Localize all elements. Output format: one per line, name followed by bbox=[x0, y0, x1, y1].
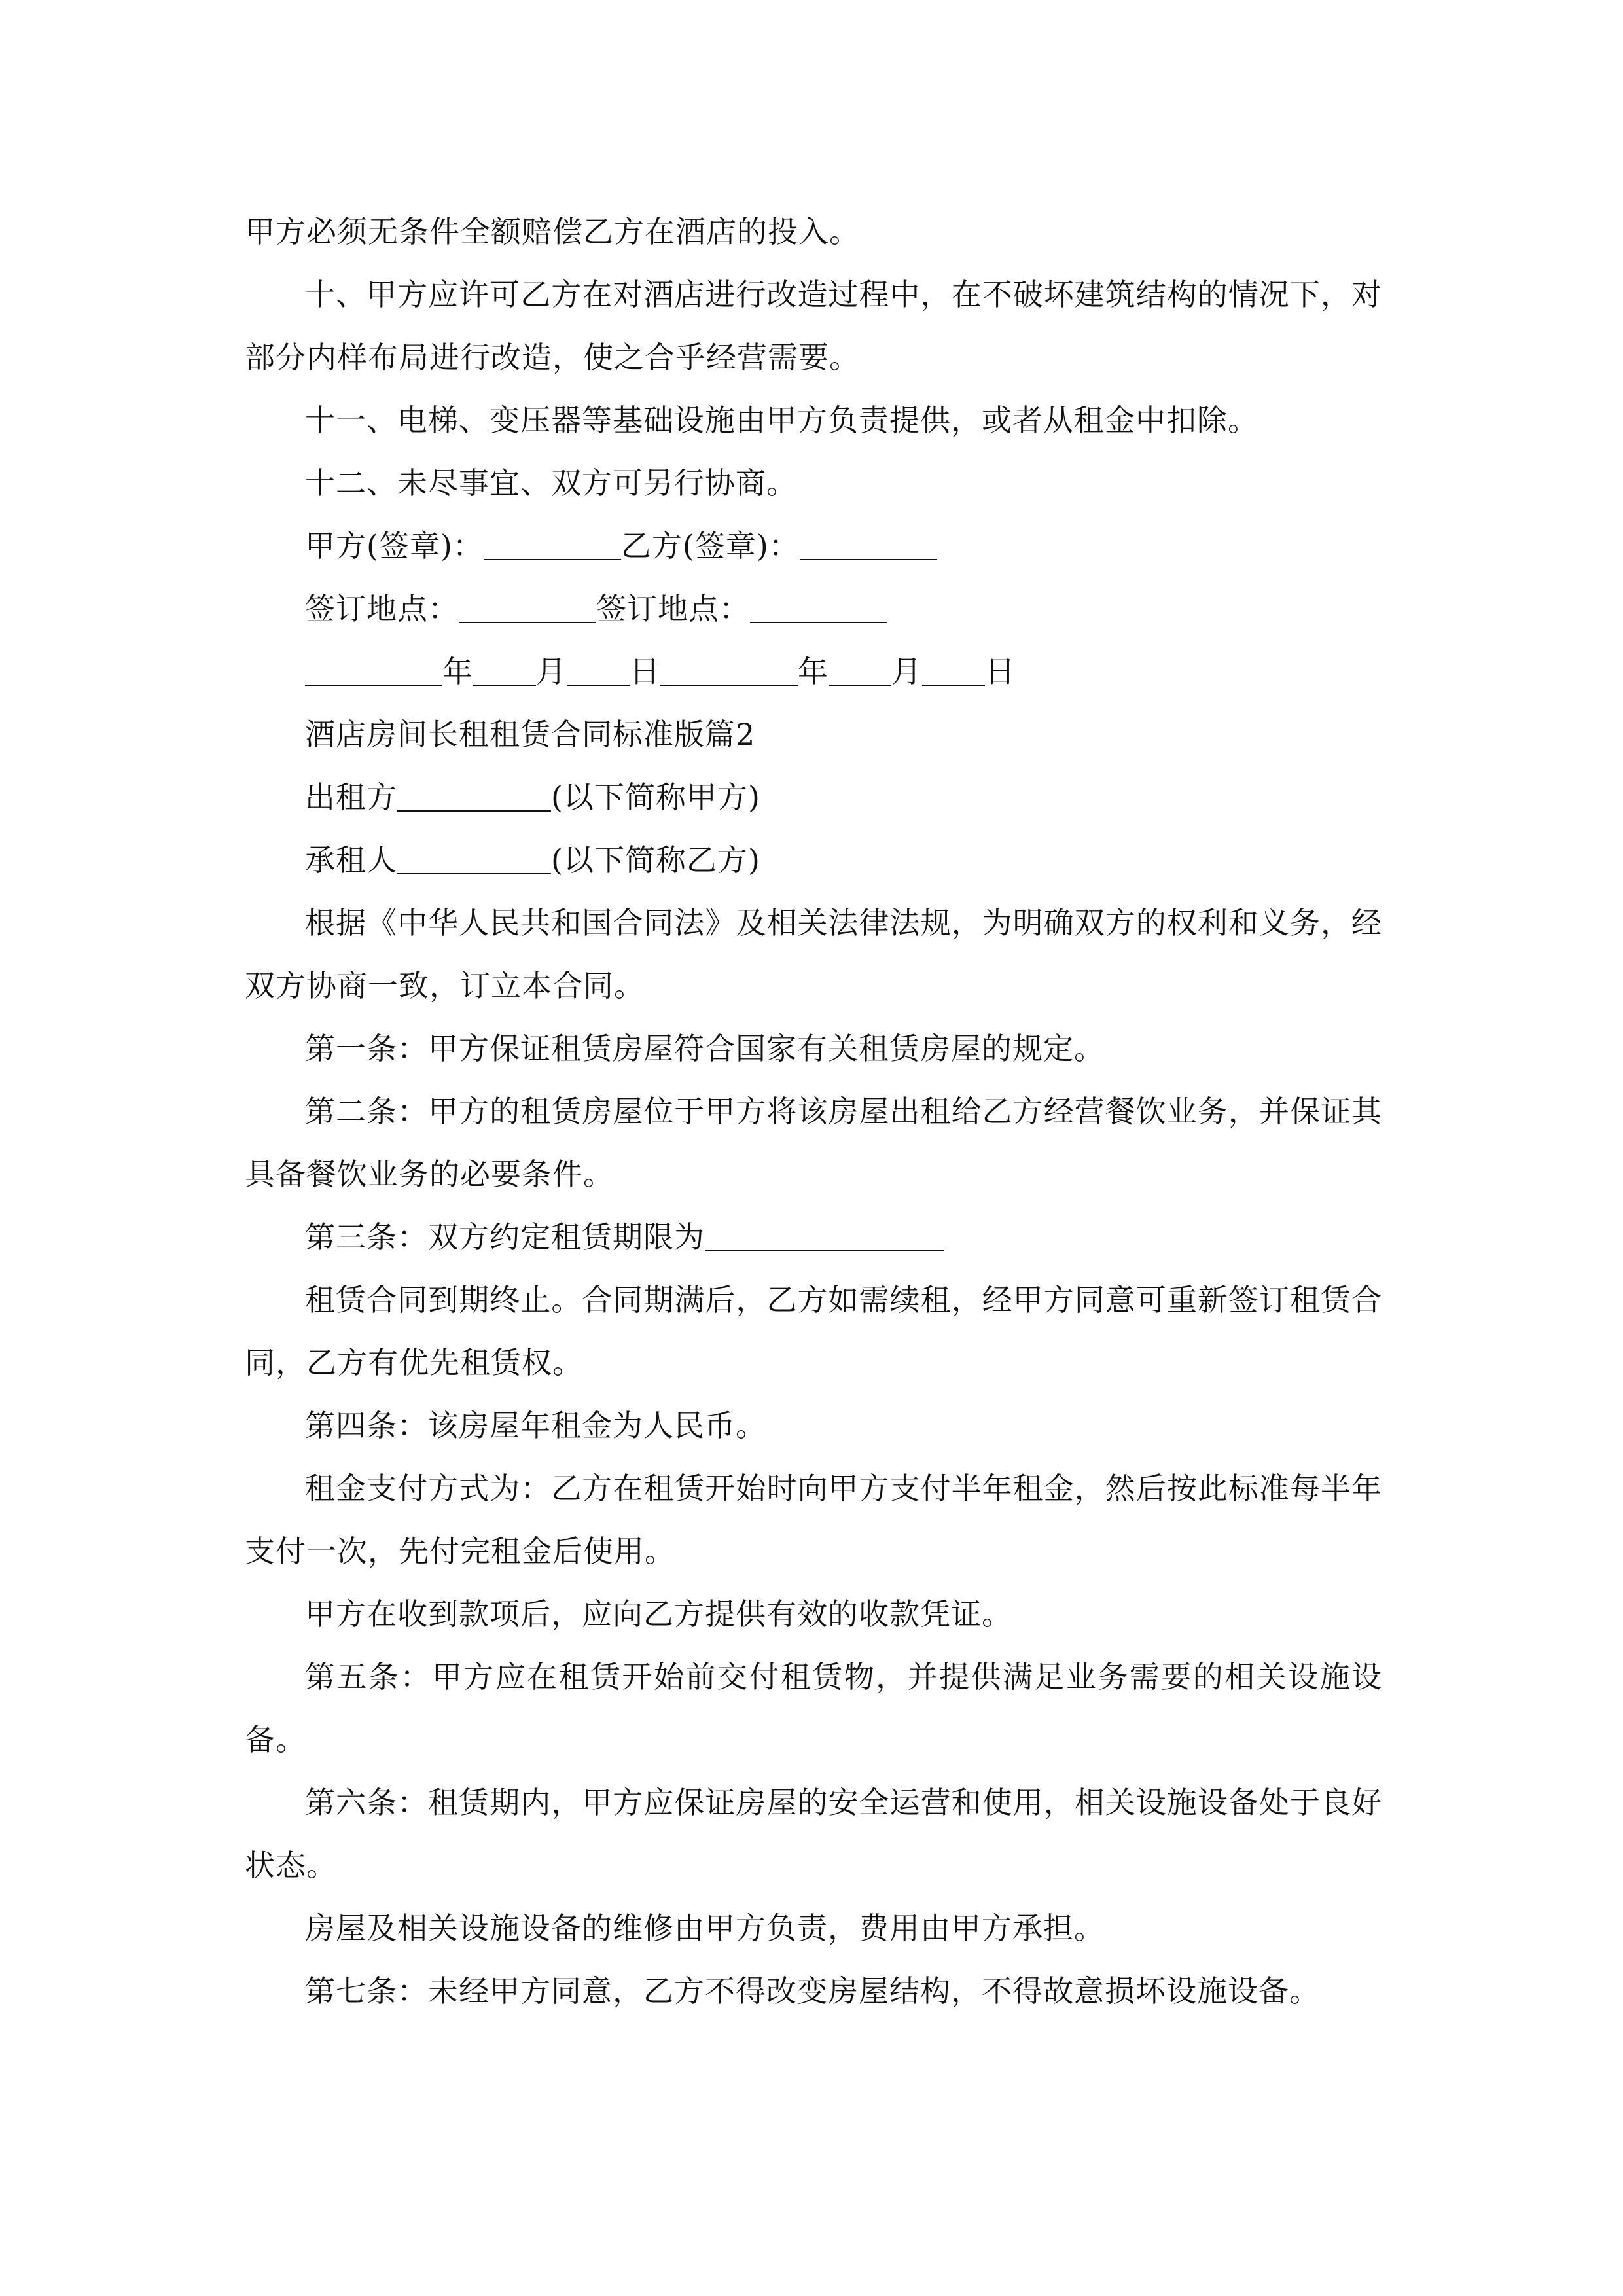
paragraph-article-3 bbox=[245, 1206, 1382, 1268]
lessee-suffix: (以下简称乙方) bbox=[551, 842, 760, 878]
place-b-label: 签订地点： bbox=[596, 591, 750, 626]
signature-line bbox=[245, 514, 1382, 577]
lessor-label: 出租方 bbox=[305, 780, 397, 815]
year-a-blank bbox=[305, 655, 442, 686]
paragraph-clause-10: 十、甲方应许可乙方在对酒店进行改造过程中，在不破坏建筑结构的情况下，对部分内样布局进行改造，使之合乎经营需要。 bbox=[245, 277, 1382, 375]
place-a-label: 签订地点： bbox=[305, 591, 459, 626]
day-b-blank bbox=[922, 655, 985, 686]
paragraph-article-5: 第五条：甲方应在租赁开始前交付租赁物，并提供满足业务需要的相关设施设备。 bbox=[245, 1659, 1382, 1757]
paragraph-clause-11: 十一、电梯、变压器等基础设施由甲方负责提供，或者从租金中扣除。 bbox=[305, 403, 1258, 438]
paragraph-article-6: 第六条：租赁期内，甲方应保证房屋的安全运营和使用，相关设施设备处于良好状态。 bbox=[245, 1785, 1382, 1883]
paragraph-maintenance: 房屋及相关设施设备的维修由甲方负责，费用由甲方承担。 bbox=[305, 1910, 1105, 1946]
year-a-label: 年 bbox=[442, 654, 473, 689]
year-b-blank bbox=[660, 655, 798, 686]
party-a-signature-label: 甲方(签章)： bbox=[305, 528, 484, 564]
paragraph-payment-method: 租金支付方式为：乙方在租赁开始时向甲方支付半年租金，然后按此标准每半年支付一次，先付完租金后使用。 bbox=[245, 1471, 1382, 1569]
month-a-label: 月 bbox=[536, 654, 567, 689]
day-b-label: 日 bbox=[985, 654, 1016, 689]
paragraph-article-2: 第二条：甲方的租赁房屋位于甲方将该房屋出租给乙方经营餐饮业务，并保证其具备餐饮业务的必要条件。 bbox=[245, 1094, 1382, 1192]
day-a-blank bbox=[567, 655, 630, 686]
lessor-blank bbox=[397, 780, 551, 812]
lessee-label: 承租人 bbox=[305, 842, 397, 878]
date-line bbox=[245, 640, 1382, 703]
lessee-line bbox=[245, 829, 1382, 891]
paragraph-receipt: 甲方在收到款项后，应向乙方提供有效的收款凭证。 bbox=[305, 1596, 1012, 1632]
year-b-label: 年 bbox=[798, 654, 829, 689]
document-body bbox=[245, 200, 1382, 2022]
day-a-label: 日 bbox=[630, 654, 660, 689]
term-blank bbox=[705, 1220, 944, 1251]
place-b-blank bbox=[750, 592, 887, 623]
signing-place-line bbox=[245, 577, 1382, 640]
paragraph-article-7: 第七条：未经甲方同意，乙方不得改变房屋结构，不得故意损坏设施设备。 bbox=[305, 1973, 1320, 2009]
term-clause-text: 第三条：双方约定租赁期限为 bbox=[305, 1219, 705, 1255]
lessor-suffix: (以下简称甲方) bbox=[551, 780, 760, 815]
lessor-line bbox=[245, 766, 1382, 829]
paragraph-preamble: 根据《中华人民共和国合同法》及相关法律法规，为明确双方的权利和义务，经双方协商一致，订立本合同。 bbox=[245, 905, 1382, 1003]
month-b-blank bbox=[829, 655, 891, 686]
paragraph-article-1: 第一条：甲方保证租赁房屋符合国家有关租赁房屋的规定。 bbox=[305, 1031, 1105, 1066]
party-a-signature-blank bbox=[484, 529, 621, 560]
party-b-signature-blank bbox=[800, 529, 937, 560]
place-a-blank bbox=[459, 592, 596, 623]
month-b-label: 月 bbox=[891, 654, 922, 689]
month-a-blank bbox=[473, 655, 536, 686]
paragraph-renewal: 租赁合同到期终止。合同期满后，乙方如需续租，经甲方同意可重新签订租赁合同，乙方有优先租赁权。 bbox=[245, 1282, 1382, 1380]
paragraph-clause-12: 十二、未尽事宜、双方可另行协商。 bbox=[305, 465, 797, 501]
paragraph-article-4: 第四条：该房屋年租金为人民币。 bbox=[305, 1408, 766, 1443]
party-b-signature-label: 乙方(签章)： bbox=[620, 528, 800, 564]
lessee-blank bbox=[397, 843, 551, 874]
paragraph-compensation: 甲方必须无条件全额赔偿乙方在酒店的投入。 bbox=[245, 214, 860, 249]
section-title: 酒店房间长租租赁合同标准版篇2 bbox=[305, 717, 756, 752]
